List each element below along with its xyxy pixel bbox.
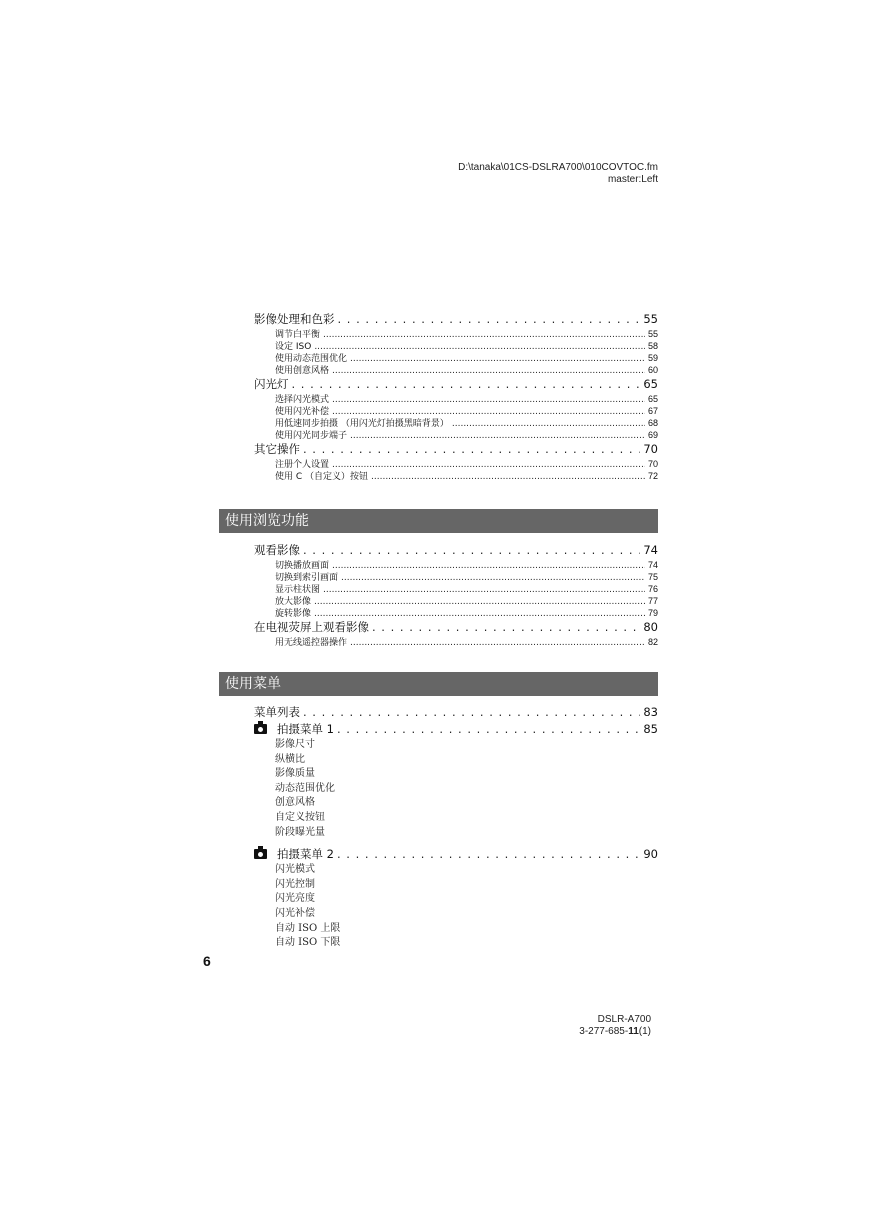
toc-entry[interactable]: 影像处理和色彩 . . . 55	[254, 311, 658, 328]
toc-entry[interactable]: 闪光灯 . . . 65	[254, 376, 658, 393]
toc-entry[interactable]: 观看影像 . . . 74	[254, 542, 658, 559]
toc-subentry[interactable]: 用无线遥控器操作 ..... 82	[254, 636, 658, 648]
list-item: 自动 ISO 上限	[275, 922, 341, 934]
list-item: 阶段曝光量	[275, 826, 325, 838]
toc-block-browse	[254, 542, 658, 648]
toc-subentry[interactable]: 选择闪光模式 ..... 65	[254, 393, 658, 405]
list-item: 自定义按钮	[275, 811, 325, 823]
toc-subentry[interactable]: 切换播放画面 ..... 74	[254, 559, 658, 571]
document-footer	[579, 1014, 651, 1038]
toc-entry[interactable]: 其它操作 . . . 70	[254, 441, 658, 458]
toc-entry[interactable]: 在电视荧屏上观看影像 . . . 80	[254, 619, 658, 636]
list-item: 闪光控制	[275, 878, 315, 890]
document-header	[458, 162, 658, 186]
toc-entry[interactable]: 菜单列表 . . . 83	[254, 704, 658, 721]
toc-subentry[interactable]: 注册个人设置 ..... 70	[254, 458, 658, 470]
toc-subentry[interactable]: 使用 C （自定义）按钮 ..... 72	[254, 470, 658, 482]
toc-subentry[interactable]: 显示柱状图 ..... 76	[254, 583, 658, 595]
toc-block-menu	[254, 704, 658, 951]
list-item: 自动 ISO 下限	[275, 937, 341, 949]
list-item: 影像质量	[275, 768, 315, 780]
page-number: 6	[203, 953, 211, 969]
toc-subentry[interactable]: 用低速同步拍摄 （用闪光灯拍摄黑暗背景） ..... 68	[254, 417, 658, 429]
list-item: 创意风格	[275, 797, 315, 809]
toc-subentry[interactable]: 调节白平衡 ..... 55	[254, 328, 658, 340]
toc-subentry[interactable]: 使用闪光同步端子 ..... 69	[254, 429, 658, 441]
toc-subentry[interactable]: 切换到索引画面 ..... 75	[254, 571, 658, 583]
toc-block-1	[254, 311, 658, 482]
list-item: 闪光亮度	[275, 893, 315, 905]
list-item: 纵横比	[275, 753, 305, 765]
toc-subentry[interactable]: 放大影像 ..... 77	[254, 595, 658, 607]
file-path: D:\tanaka\01CS-DSLRA700\010COVTOC.fm	[458, 162, 658, 173]
list-item: 闪光模式	[275, 864, 315, 876]
section-heading-browse: 使用浏览功能	[219, 509, 658, 533]
camera-icon	[254, 724, 267, 734]
camera-icon	[254, 849, 267, 859]
menu-item-list	[254, 738, 658, 840]
menu-item-list	[254, 863, 658, 951]
toc-entry[interactable]: 拍摄菜单 1 . . . 85	[254, 721, 658, 738]
toc-subentry[interactable]: 使用动态范围优化 ..... 59	[254, 352, 658, 364]
document-code: 3-277-685-11(1)	[579, 1026, 651, 1037]
master-page-label: master:Left	[607, 174, 658, 185]
toc-subentry[interactable]: 设定 ISO ..... 58	[254, 340, 658, 352]
toc-subentry[interactable]: 使用创意风格 ..... 60	[254, 364, 658, 376]
toc-entry[interactable]: 拍摄菜单 2 . . . 90	[254, 846, 658, 863]
list-item: 影像尺寸	[275, 739, 315, 750]
section-heading-menu: 使用菜单	[219, 672, 658, 696]
model-name: DSLR-A700	[597, 1014, 651, 1025]
list-item: 动态范围优化	[275, 782, 335, 794]
list-item: 闪光补偿	[275, 907, 315, 919]
toc-subentry[interactable]: 旋转影像 ..... 79	[254, 607, 658, 619]
toc-subentry[interactable]: 使用闪光补偿 ..... 67	[254, 405, 658, 417]
